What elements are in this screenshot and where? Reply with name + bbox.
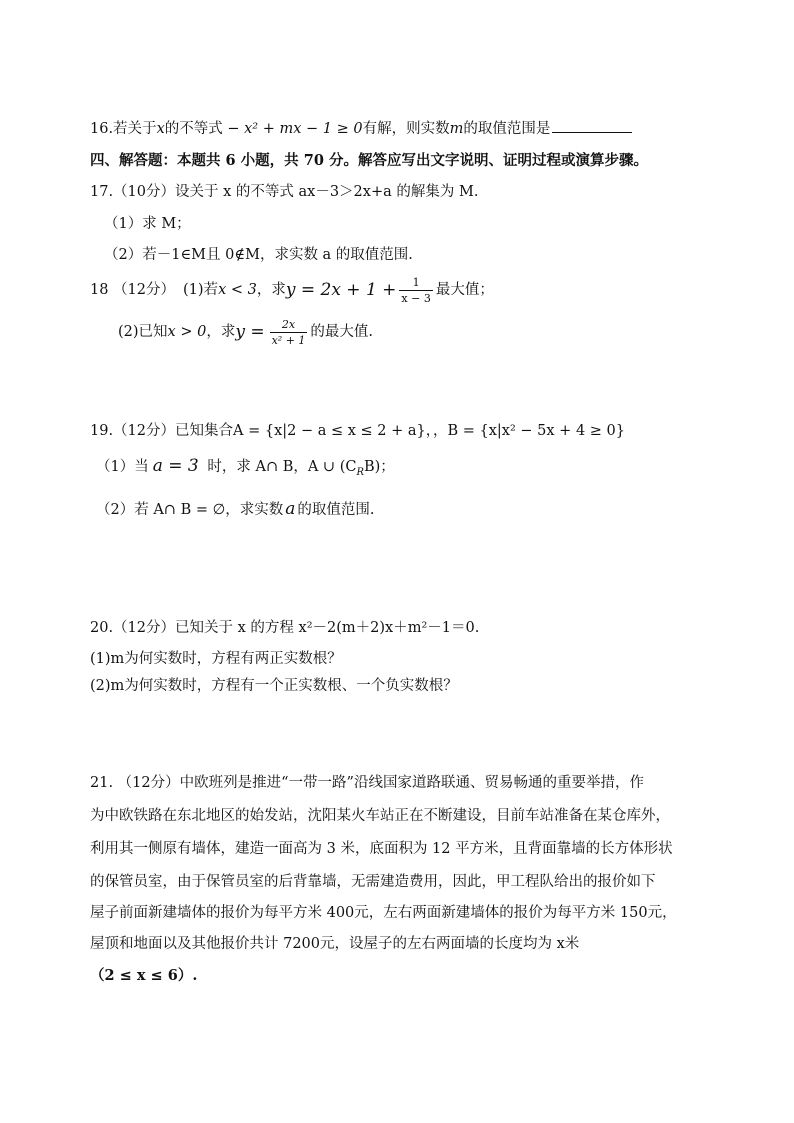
q16-text: 的取值范围是 bbox=[463, 121, 551, 137]
fraction-denominator: x − 3 bbox=[401, 291, 431, 305]
q18-part1 bbox=[90, 275, 494, 305]
fraction-denominator: x² + 1 bbox=[271, 333, 306, 347]
fraction-numerator: 2x bbox=[281, 317, 296, 331]
q18-text: (1)若 bbox=[183, 282, 219, 298]
q21-line: 屋子前面新建墙体的报价为每平方米 400元，左右两面新建墙体的报价为每平方米 150元， bbox=[90, 905, 677, 921]
q16-line bbox=[90, 118, 632, 139]
q18-fraction bbox=[270, 319, 308, 346]
q17-part2: （2）若－1∈M且 0∉M，求实数 a 的取值范围. bbox=[104, 247, 413, 263]
q18-text: ，求 bbox=[206, 324, 236, 340]
q21-line: 屋顶和地面以及其他报价共计 7200元，设屋子的左右两面墙的长度均为 x米 bbox=[90, 936, 580, 952]
q18-text: ，求 bbox=[256, 282, 286, 298]
section-title: 四、解答题：本题共 6 小题，共 70 分。解答应写出文字说明、证明过程或演算步骤。 bbox=[90, 152, 648, 169]
q18-expression: y = bbox=[235, 322, 265, 342]
q19-value: a = 3 bbox=[152, 456, 199, 476]
q21-line: （2 ≤ x ≤ 6）. bbox=[90, 967, 198, 984]
q19-subscript: R bbox=[356, 466, 364, 478]
q18-fraction bbox=[399, 277, 432, 304]
q20-stem: 20.（12分）已知关于 x 的方程 x²－2(m＋2)x＋m²－1＝0. bbox=[90, 620, 480, 636]
q18-text: 最大值； bbox=[435, 282, 494, 298]
q21-line: 利用其一侧原有墙体，建造一面高为 3 米，底面积为 12 平方米，且背面靠墙的长方体形状 bbox=[90, 841, 673, 857]
q16-text: 的不等式 − bbox=[164, 121, 245, 137]
q19-text: B)； bbox=[363, 459, 395, 475]
q21-line: 21. （12分）中欧班列是推进“一带一路”沿线国家道路联通、贸易畅通的重要举措，作 bbox=[90, 775, 644, 791]
q19-text: 的取值范围. bbox=[297, 502, 375, 518]
answer-blank[interactable] bbox=[552, 118, 632, 133]
q17-part1: （1）求 M； bbox=[104, 216, 191, 232]
q21-line: 为中欧铁路在东北地区的始发站，沈阳某火车站正在不断建设，目前车站准备在某仓库外， bbox=[90, 808, 670, 824]
q16-var-m: m bbox=[449, 121, 464, 137]
q20-part1: (1)m为何实数时，方程有两正实数根？ bbox=[90, 651, 342, 667]
q16-inequality: x² + mx − 1 ≥ 0 bbox=[244, 121, 363, 137]
q18-label: 18 （12分） bbox=[90, 282, 176, 298]
q19-text: 时，求 A∩ B，A ∪ (C bbox=[202, 459, 357, 475]
q18-condition: x > 0 bbox=[167, 324, 207, 340]
q18-part2 bbox=[118, 314, 373, 350]
q18-condition: x < 3 bbox=[218, 282, 257, 298]
q18-text: (2)已知 bbox=[118, 324, 168, 340]
q19-text: （2）若 A∩ B = ∅，求实数 bbox=[96, 502, 284, 518]
q19-var-a: a bbox=[285, 499, 296, 519]
q16-text: 有解，则实数 bbox=[362, 121, 450, 137]
q19-stem: 19.（12分）已知集合A = {x|2 − a ≤ x ≤ 2 + a}，，B = {x|x² − 5x + 4 ≥ 0} bbox=[90, 423, 625, 439]
q19-part2 bbox=[96, 499, 374, 520]
q19-part1 bbox=[96, 456, 395, 483]
q21-line: 的保管员室，由于保管员室的后背靠墙，无需建造费用，因此，甲工程队给出的报价如下 bbox=[90, 874, 656, 890]
q20-part2: (2)m为何实数时，方程有一个正实数根、一个负实数根？ bbox=[90, 678, 458, 694]
fraction-numerator: 1 bbox=[412, 275, 420, 289]
q16-var-x: x bbox=[156, 121, 165, 137]
q18-text: 的最大值. bbox=[310, 324, 374, 340]
q17-stem: 17.（10分）设关于 x 的不等式 ax－3＞2x+a 的解集为 M. bbox=[90, 184, 479, 200]
q19-text: （1）当 bbox=[96, 459, 149, 475]
q18-expression: y = 2x + 1 + bbox=[285, 280, 397, 300]
q16-text: 16.若关于 bbox=[90, 121, 157, 137]
